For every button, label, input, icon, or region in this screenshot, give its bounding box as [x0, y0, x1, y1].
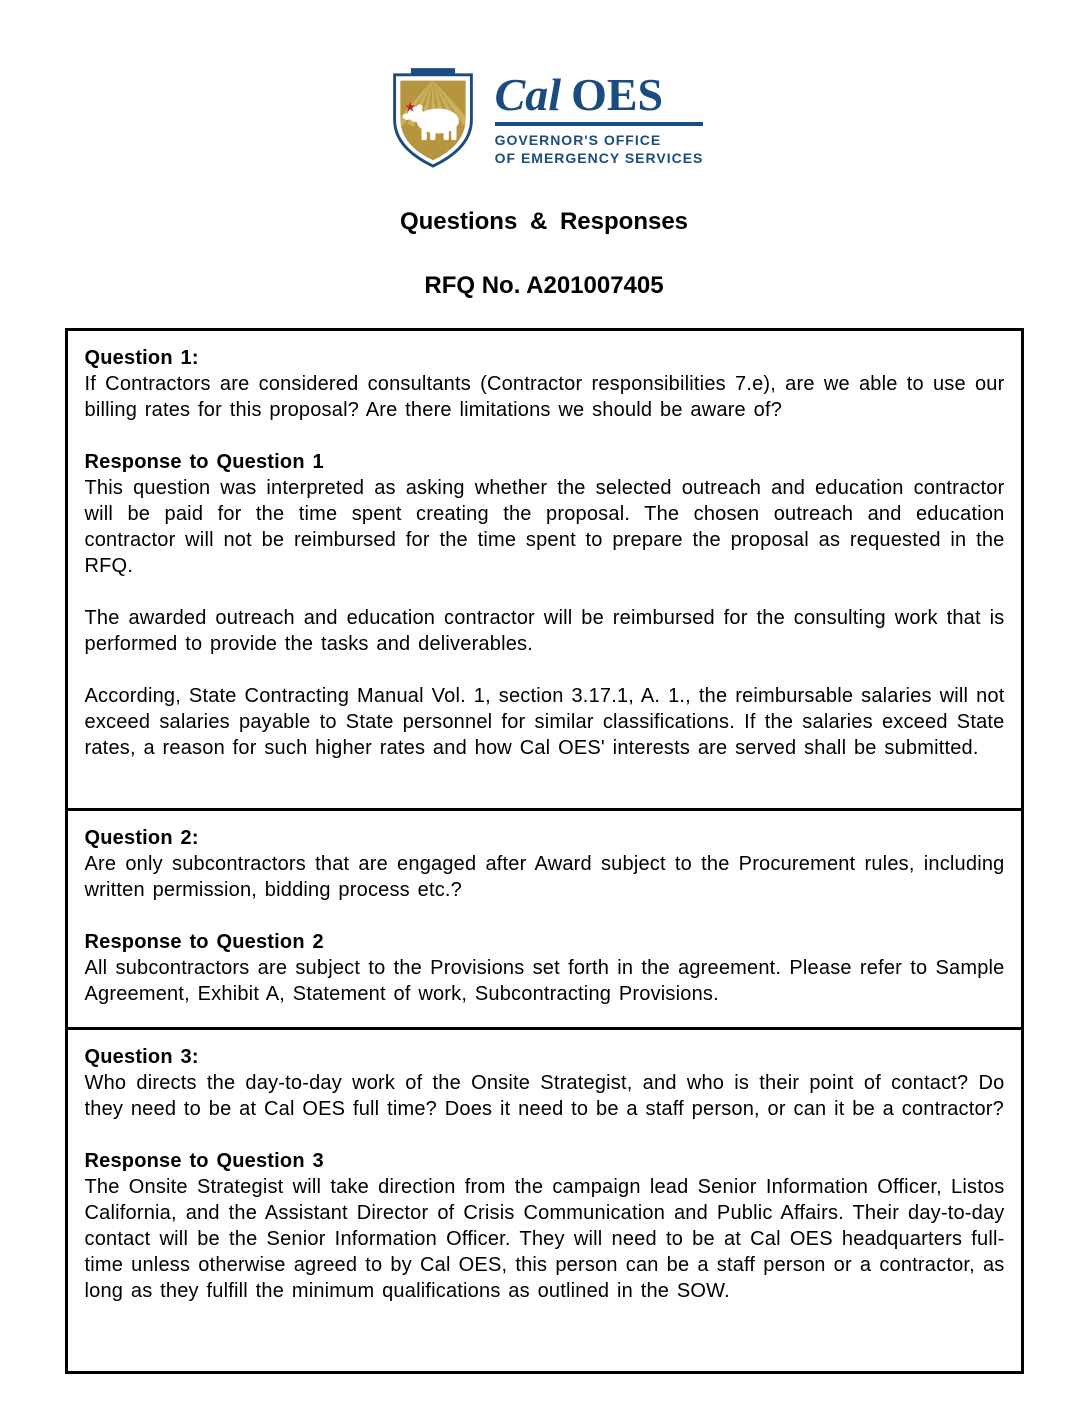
- tagline-line2: OF EMERGENCY SERVICES: [494, 150, 704, 166]
- question-1-text: If Contractors are considered consultants (Contractor responsibilities 7.e), are we able to use our billing rates for this proposal? Are there limitations we should be aware of?: [84, 373, 1005, 421]
- question-1-label: Question 1:: [84, 347, 199, 369]
- document-title: Questions & Responses: [399, 208, 689, 235]
- response-1-paragraph-2: The awarded outreach and education contractor will be reimbursed for the consulting work that is performed to provide the tasks and deliverables.: [84, 607, 1005, 655]
- qa-row-2: [68, 808, 1021, 1027]
- logo-container: [0, 0, 1088, 174]
- brand-cal: Cal: [494, 69, 562, 120]
- response-3-paragraph-1: The Onsite Strategist will take direction from the campaign lead Senior Information Officer, Listos California, and the Assistant Director of Crisis Communication and Public Affairs. Their day-to-day contact will be the Senior Information Officer. They will need to be at Cal OES headquarters full-time unless otherwise agreed to by Cal OES, this person can be a staff person or a contractor, as long as they fulfill the minimum qualifications as outlined in the SOW.: [84, 1176, 1005, 1302]
- document-subtitle: RFQ No. A201007405: [424, 272, 664, 299]
- tagline-line1: GOVERNOR'S OFFICE: [494, 132, 662, 148]
- caloes-shield-icon: [385, 64, 481, 174]
- question-2-label: Question 2:: [84, 827, 199, 849]
- qa-table: [65, 328, 1024, 1374]
- qa-row-3: [68, 1027, 1021, 1371]
- response-2-paragraph-1: All subcontractors are subject to the Provisions set forth in the agreement. Please refer to Sample Agreement, Exhibit A, Statement of work, Subcontracting Provisions.: [84, 957, 1005, 1005]
- question-3-text: Who directs the day-to-day work of the Onsite Strategist, and who is their point of contact? Do they need to be at Cal OES full time? Does it need to be a staff person, or can it be a contractor?: [84, 1072, 1005, 1120]
- qa-row-1: [68, 331, 1021, 808]
- brand-rule: [495, 122, 704, 126]
- star-icon: ★: [403, 99, 416, 115]
- response-2-label: Response to Question 2: [84, 931, 324, 953]
- response-3-label: Response to Question 3: [84, 1150, 324, 1172]
- question-2-text: Are only subcontractors that are engaged after Award subject to the Procurement rules, including written permission, bidding process etc.?: [84, 853, 1005, 901]
- caloes-logo: [385, 64, 704, 174]
- response-1-paragraph-1: This question was interpreted as asking whether the selected outreach and education contractor will be paid for the time spent creating the proposal. The chosen outreach and education contractor will not be reimbursed for the time spent to prepare the proposal as requested in the RFQ.: [84, 477, 1005, 577]
- question-3-label: Question 3:: [84, 1046, 199, 1068]
- brand-name: [495, 71, 704, 119]
- logo-wordmark: [495, 71, 704, 167]
- brand-oes: OES: [571, 69, 664, 120]
- response-1-label: Response to Question 1: [84, 451, 324, 473]
- response-1-paragraph-3: According, State Contracting Manual Vol. 1, section 3.17.1, A. 1., the reimbursable salaries will not exceed salaries payable to State personnel for similar classifications. If the salaries exceed State rates, a reason for such higher rates and how Cal OES' interests are served shall be submitted.: [84, 685, 1005, 759]
